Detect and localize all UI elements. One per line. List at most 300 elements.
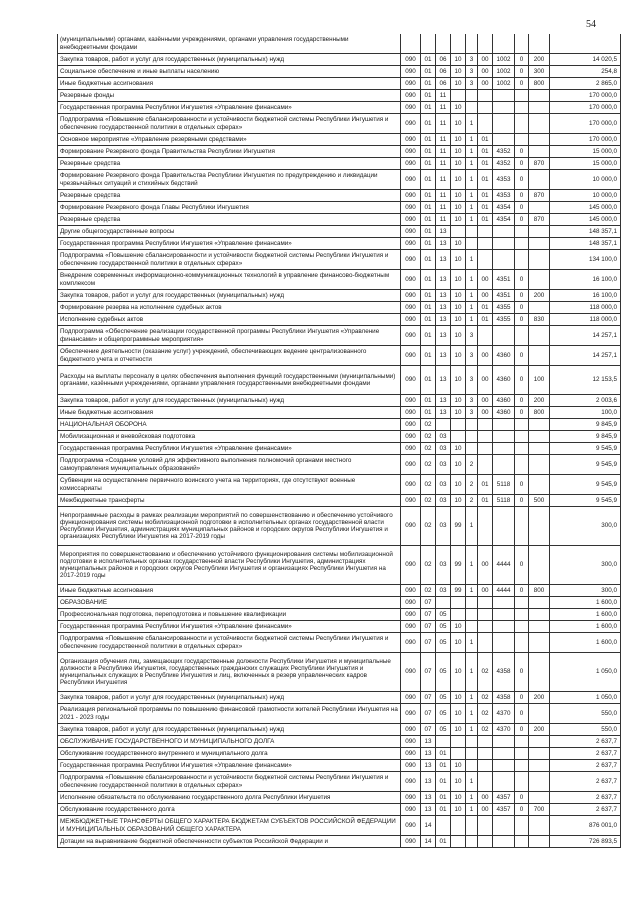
row-code-c1: 090 (401, 475, 421, 495)
row-code-c6: 00 (478, 290, 493, 302)
row-code-c1: 090 (401, 214, 421, 226)
row-code-c8 (515, 250, 529, 270)
row-code-c5: 1 (466, 704, 478, 724)
row-code-c7 (493, 90, 515, 102)
table-row (58, 597, 621, 609)
row-code-c5 (466, 736, 478, 748)
row-code-c7 (493, 748, 515, 760)
row-code-c4: 10 (451, 346, 466, 366)
row-code-c5 (466, 238, 478, 250)
row-amount: 170 000,0 (550, 90, 621, 102)
row-code-c8: 0 (515, 202, 529, 214)
row-code-c8 (515, 633, 529, 653)
row-code-c2: 01 (421, 250, 436, 270)
row-amount: 9 545,9 (550, 475, 621, 495)
row-code-c5: 1 (466, 134, 478, 146)
row-code-c1: 090 (401, 431, 421, 443)
row-code-c9 (529, 202, 550, 214)
row-code-c7 (493, 507, 515, 546)
row-code-c3: 03 (436, 507, 451, 546)
row-code-c1: 090 (401, 792, 421, 804)
row-name: Социальное обеспечение и иные выплаты населению (58, 66, 401, 78)
row-code-c3: 13 (436, 346, 451, 366)
row-code-c1: 090 (401, 202, 421, 214)
row-name: Резервные средства (58, 190, 401, 202)
row-code-c5 (466, 102, 478, 114)
row-code-c9 (529, 772, 550, 792)
row-code-c3 (436, 816, 451, 836)
row-code-c8: 0 (515, 290, 529, 302)
row-code-c3: 01 (436, 772, 451, 792)
row-code-c2: 13 (421, 792, 436, 804)
row-code-c6 (478, 90, 493, 102)
row-code-c3 (436, 736, 451, 748)
row-name: (муниципальными) органами, казёнными учреждениями, органами управления государственными внебюджетными фондами (58, 34, 401, 54)
table-row (58, 170, 621, 190)
row-code-c3: 03 (436, 475, 451, 495)
row-amount: 9 545,9 (550, 495, 621, 507)
row-code-c3: 13 (436, 290, 451, 302)
row-code-c3: 13 (436, 407, 451, 419)
row-code-c9: 830 (529, 314, 550, 326)
row-code-c6 (478, 748, 493, 760)
row-code-c3: 13 (436, 326, 451, 346)
row-code-c4: 10 (451, 495, 466, 507)
row-code-c6: 00 (478, 407, 493, 419)
row-code-c2: 02 (421, 507, 436, 546)
row-code-c3: 11 (436, 134, 451, 146)
row-amount: 2 637,7 (550, 772, 621, 792)
row-code-c5: 1 (466, 772, 478, 792)
row-name: Подпрограмма «Повышение сбалансированности и устойчивости бюджетной системы Республики Ингушетия и обеспечение государственной политики в отдельных сферах» (58, 250, 401, 270)
row-code-c7 (493, 250, 515, 270)
row-name: Исполнение судебных актов (58, 314, 401, 326)
table-row (58, 495, 621, 507)
row-amount: 2 865,0 (550, 78, 621, 90)
table-row (58, 419, 621, 431)
row-amount: 10 000,0 (550, 190, 621, 202)
row-code-c6 (478, 34, 493, 54)
row-code-c6: 00 (478, 66, 493, 78)
row-code-c7 (493, 621, 515, 633)
row-amount: 2 637,7 (550, 748, 621, 760)
row-code-c3: 05 (436, 704, 451, 724)
row-code-c7 (493, 760, 515, 772)
row-code-c6: 01 (478, 214, 493, 226)
row-code-c3: 03 (436, 495, 451, 507)
row-code-c3: 05 (436, 621, 451, 633)
row-code-c2: 02 (421, 495, 436, 507)
row-code-c3: 05 (436, 633, 451, 653)
table-row (58, 692, 621, 704)
row-code-c8 (515, 609, 529, 621)
row-code-c1: 090 (401, 597, 421, 609)
row-code-c3: 11 (436, 170, 451, 190)
row-code-c2: 07 (421, 692, 436, 704)
table-row (58, 314, 621, 326)
row-code-c4 (451, 609, 466, 621)
row-code-c1: 090 (401, 290, 421, 302)
table-row (58, 653, 621, 692)
row-amount: 170 000,0 (550, 102, 621, 114)
row-code-c9: 800 (529, 78, 550, 90)
row-code-c6 (478, 419, 493, 431)
row-code-c2: 01 (421, 66, 436, 78)
row-code-c6: 02 (478, 692, 493, 704)
row-code-c6: 00 (478, 585, 493, 597)
row-code-c2: 02 (421, 443, 436, 455)
row-code-c8: 0 (515, 475, 529, 495)
row-code-c6 (478, 326, 493, 346)
row-code-c7: 4353 (493, 170, 515, 190)
row-code-c1: 090 (401, 170, 421, 190)
row-code-c7 (493, 114, 515, 134)
row-code-c6 (478, 238, 493, 250)
row-code-c5: 1 (466, 724, 478, 736)
row-code-c5: 3 (466, 66, 478, 78)
row-code-c2: 01 (421, 78, 436, 90)
row-code-c4: 10 (451, 170, 466, 190)
row-code-c1: 090 (401, 760, 421, 772)
row-amount: 170 000,0 (550, 134, 621, 146)
row-code-c6: 01 (478, 302, 493, 314)
row-code-c6: 00 (478, 366, 493, 395)
row-code-c5: 1 (466, 114, 478, 134)
row-amount: 145 000,0 (550, 214, 621, 226)
row-code-c4: 10 (451, 633, 466, 653)
row-name: НАЦИОНАЛЬНАЯ ОБОРОНА (58, 419, 401, 431)
row-code-c6 (478, 226, 493, 238)
row-code-c2: 01 (421, 146, 436, 158)
row-code-c6 (478, 760, 493, 772)
row-code-c1: 090 (401, 495, 421, 507)
row-code-c6: 01 (478, 170, 493, 190)
row-name: Подпрограмма «Создание условий для эффективного выполнения полномочий органами местного самоуправления муниципальных образований» (58, 455, 401, 475)
table-row (58, 724, 621, 736)
row-code-c5: 1 (466, 302, 478, 314)
row-name: МЕЖБЮДЖЕТНЫЕ ТРАНСФЕРТЫ ОБЩЕГО ХАРАКТЕРА БЮДЖЕТАМ СУБЪЕКТОВ РОССИЙСКОЙ ФЕДЕРАЦИИ И МУНИЦИПАЛЬНЫХ ОБРАЗОВАНИЙ ОБЩЕГО ХАРАКТЕРА (58, 816, 401, 836)
row-code-c9 (529, 792, 550, 804)
row-code-c4: 10 (451, 395, 466, 407)
row-code-c9 (529, 653, 550, 692)
row-code-c5: 1 (466, 314, 478, 326)
row-code-c3: 03 (436, 585, 451, 597)
row-code-c3: 06 (436, 78, 451, 90)
row-code-c6 (478, 836, 493, 848)
row-code-c9 (529, 748, 550, 760)
row-amount: 1 600,0 (550, 609, 621, 621)
row-code-c3: 03 (436, 431, 451, 443)
row-code-c8: 0 (515, 346, 529, 366)
row-amount: 2 003,6 (550, 395, 621, 407)
row-amount: 2 637,7 (550, 804, 621, 816)
row-code-c5: 1 (466, 190, 478, 202)
table-row (58, 54, 621, 66)
table-row (58, 238, 621, 250)
row-code-c1: 090 (401, 134, 421, 146)
row-code-c1: 090 (401, 692, 421, 704)
row-amount: 16 100,0 (550, 270, 621, 290)
row-name: Закупка товаров, работ и услуг для государственных (муниципальных) нужд (58, 724, 401, 736)
row-code-c1: 090 (401, 736, 421, 748)
row-code-c9 (529, 507, 550, 546)
row-amount: 10 000,0 (550, 170, 621, 190)
table-row (58, 760, 621, 772)
row-code-c3: 03 (436, 455, 451, 475)
row-code-c2: 01 (421, 214, 436, 226)
row-code-c5 (466, 443, 478, 455)
row-code-c8 (515, 816, 529, 836)
row-code-c2: 02 (421, 475, 436, 495)
row-code-c2: 14 (421, 836, 436, 848)
row-code-c9: 100 (529, 366, 550, 395)
row-code-c2: 13 (421, 772, 436, 792)
row-amount: 550,0 (550, 704, 621, 724)
row-code-c9: 700 (529, 804, 550, 816)
row-code-c7: 1002 (493, 54, 515, 66)
row-code-c2: 01 (421, 114, 436, 134)
row-code-c2: 02 (421, 455, 436, 475)
row-code-c3: 01 (436, 836, 451, 848)
row-code-c9 (529, 431, 550, 443)
row-name: Подпрограмма «Обеспечение реализации государственной программы Республики Ингушетия «Управление финансами» и общепрограммные мероприятия» (58, 326, 401, 346)
row-code-c1: 090 (401, 546, 421, 585)
row-code-c4 (451, 34, 466, 54)
table-row (58, 326, 621, 346)
row-amount: 145 000,0 (550, 202, 621, 214)
row-code-c3: 13 (436, 395, 451, 407)
row-code-c7 (493, 238, 515, 250)
row-code-c5: 3 (466, 326, 478, 346)
row-code-c2: 01 (421, 366, 436, 395)
row-code-c9 (529, 609, 550, 621)
row-code-c5: 1 (466, 804, 478, 816)
row-code-c3: 13 (436, 302, 451, 314)
row-name: Государственная программа Республики Ингушетия «Управление финансами» (58, 102, 401, 114)
row-code-c4 (451, 419, 466, 431)
row-code-c5: 3 (466, 346, 478, 366)
row-code-c5: 2 (466, 455, 478, 475)
row-code-c7: 4357 (493, 804, 515, 816)
row-code-c7: 4370 (493, 724, 515, 736)
row-code-c8: 0 (515, 692, 529, 704)
row-code-c8 (515, 597, 529, 609)
row-code-c6: 02 (478, 724, 493, 736)
row-code-c4: 10 (451, 475, 466, 495)
row-code-c4: 10 (451, 66, 466, 78)
row-code-c1: 090 (401, 804, 421, 816)
row-code-c9: 800 (529, 407, 550, 419)
row-code-c7 (493, 431, 515, 443)
row-code-c2: 07 (421, 609, 436, 621)
row-code-c2: 01 (421, 407, 436, 419)
table-row (58, 455, 621, 475)
row-code-c6: 02 (478, 653, 493, 692)
row-code-c4: 10 (451, 290, 466, 302)
row-code-c9 (529, 443, 550, 455)
row-code-c4: 10 (451, 302, 466, 314)
row-name: Расходы на выплаты персоналу в целях обеспечения выполнения функций государственными (муниципальными) органами, казёнными учреждениями, органами управления государственными внебюджетными фондами (58, 366, 401, 395)
row-code-c1: 090 (401, 507, 421, 546)
row-code-c5 (466, 816, 478, 836)
row-code-c4: 10 (451, 190, 466, 202)
row-code-c3: 11 (436, 102, 451, 114)
row-code-c3: 11 (436, 202, 451, 214)
row-code-c5: 2 (466, 495, 478, 507)
row-code-c2: 01 (421, 290, 436, 302)
row-code-c5: 1 (466, 653, 478, 692)
table-row (58, 366, 621, 395)
row-code-c8: 0 (515, 54, 529, 66)
row-code-c7: 4360 (493, 395, 515, 407)
row-code-c5: 1 (466, 202, 478, 214)
row-code-c5 (466, 609, 478, 621)
row-code-c2: 07 (421, 704, 436, 724)
row-code-c8: 0 (515, 704, 529, 724)
row-code-c1: 090 (401, 585, 421, 597)
row-name: Другие общегосударственные вопросы (58, 226, 401, 238)
row-code-c2: 01 (421, 102, 436, 114)
table-row (58, 736, 621, 748)
row-code-c3: 06 (436, 66, 451, 78)
row-code-c1: 090 (401, 633, 421, 653)
row-code-c8: 0 (515, 792, 529, 804)
row-name: Подпрограмма «Повышение сбалансированности и устойчивости бюджетной системы Республики Ингушетия и обеспечение государственной политики в отдельных сферах» (58, 633, 401, 653)
row-code-c6: 00 (478, 54, 493, 66)
row-amount: 876 001,0 (550, 816, 621, 836)
page-number: 54 (586, 19, 596, 30)
row-code-c9 (529, 633, 550, 653)
row-code-c8 (515, 134, 529, 146)
row-code-c2: 14 (421, 816, 436, 836)
row-amount: 148 357,1 (550, 226, 621, 238)
row-code-c7: 4370 (493, 704, 515, 724)
row-name: Профессиональная подготовка, переподготовка и повышение квалификации (58, 609, 401, 621)
row-code-c2: 01 (421, 90, 436, 102)
row-code-c1: 090 (401, 395, 421, 407)
row-code-c6 (478, 431, 493, 443)
row-code-c6: 00 (478, 546, 493, 585)
row-code-c2: 01 (421, 346, 436, 366)
row-code-c9 (529, 736, 550, 748)
row-code-c9: 200 (529, 54, 550, 66)
row-code-c3: 01 (436, 804, 451, 816)
table-row (58, 816, 621, 836)
row-amount: 1 600,0 (550, 597, 621, 609)
row-name: Мобилизационная и вневойсковая подготовка (58, 431, 401, 443)
row-name: Обеспечение деятельности (оказание услуг) учреждений, обеспечивающих ведение централизованного бюджетного учета и отчетности (58, 346, 401, 366)
table-row (58, 621, 621, 633)
table-row (58, 158, 621, 170)
row-code-c5: 1 (466, 633, 478, 653)
row-amount: 9 545,9 (550, 443, 621, 455)
row-amount: 1 600,0 (550, 621, 621, 633)
row-code-c1: 090 (401, 90, 421, 102)
row-code-c5: 1 (466, 214, 478, 226)
row-name: Мероприятия по совершенствованию и обеспечению устойчивого функционирования системы мобилизационной подготовки в исполнительных органах государственной власти Республики Ингушетия, администрациях муниципальных районов и городских округов Республики Ингушетия и организациях Республики Ингушетия на 2017-2019 годы (58, 546, 401, 585)
row-code-c3 (436, 34, 451, 54)
row-code-c9 (529, 102, 550, 114)
row-code-c9 (529, 114, 550, 134)
row-code-c8 (515, 238, 529, 250)
row-code-c3: 01 (436, 748, 451, 760)
row-code-c3: 11 (436, 146, 451, 158)
row-code-c5: 3 (466, 395, 478, 407)
row-code-c8: 0 (515, 724, 529, 736)
row-code-c8: 0 (515, 407, 529, 419)
row-code-c2: 01 (421, 326, 436, 346)
row-code-c9 (529, 134, 550, 146)
row-code-c5: 1 (466, 585, 478, 597)
row-code-c1: 090 (401, 724, 421, 736)
row-code-c4: 10 (451, 772, 466, 792)
table-row (58, 585, 621, 597)
row-code-c8 (515, 760, 529, 772)
table-row (58, 250, 621, 270)
row-code-c2: 02 (421, 419, 436, 431)
row-code-c8: 0 (515, 314, 529, 326)
row-code-c1: 090 (401, 419, 421, 431)
row-code-c5: 1 (466, 692, 478, 704)
row-code-c8: 0 (515, 495, 529, 507)
row-code-c4 (451, 816, 466, 836)
row-code-c1: 090 (401, 609, 421, 621)
row-amount: 550,0 (550, 724, 621, 736)
row-code-c5: 1 (466, 158, 478, 170)
row-code-c4: 10 (451, 704, 466, 724)
row-code-c6: 01 (478, 134, 493, 146)
table-row (58, 302, 621, 314)
row-code-c7: 4353 (493, 190, 515, 202)
row-name: Государственная программа Республики Ингушетия «Управление финансами» (58, 443, 401, 455)
row-name: Внедрение современных информационно-коммуникационных технологий в управление финансово-бюджетным комплексом (58, 270, 401, 290)
row-amount: 1 050,0 (550, 692, 621, 704)
row-code-c4: 10 (451, 114, 466, 134)
row-code-c7 (493, 736, 515, 748)
row-name: Исполнение обязательств по обслуживанию государственного долга Республики Ингушетия (58, 792, 401, 804)
row-code-c4: 10 (451, 792, 466, 804)
row-code-c2: 02 (421, 585, 436, 597)
row-code-c4: 10 (451, 158, 466, 170)
row-code-c9 (529, 597, 550, 609)
row-code-c8: 0 (515, 270, 529, 290)
row-amount: 14 257,1 (550, 326, 621, 346)
row-code-c9: 200 (529, 692, 550, 704)
row-code-c4 (451, 90, 466, 102)
row-amount: 2 637,7 (550, 736, 621, 748)
row-code-c8 (515, 443, 529, 455)
row-code-c4: 10 (451, 314, 466, 326)
row-code-c8: 0 (515, 366, 529, 395)
row-code-c7 (493, 326, 515, 346)
row-code-c3: 05 (436, 692, 451, 704)
table-row (58, 395, 621, 407)
row-code-c9: 200 (529, 395, 550, 407)
row-code-c9 (529, 419, 550, 431)
row-code-c4: 10 (451, 78, 466, 90)
row-code-c6: 01 (478, 495, 493, 507)
row-code-c3: 13 (436, 226, 451, 238)
row-code-c7: 1002 (493, 78, 515, 90)
row-code-c1: 090 (401, 653, 421, 692)
row-code-c9 (529, 34, 550, 54)
row-code-c1: 090 (401, 78, 421, 90)
row-code-c5: 1 (466, 270, 478, 290)
row-name: Иные бюджетные ассигнования (58, 407, 401, 419)
row-code-c7 (493, 816, 515, 836)
row-code-c6 (478, 816, 493, 836)
row-code-c8 (515, 90, 529, 102)
